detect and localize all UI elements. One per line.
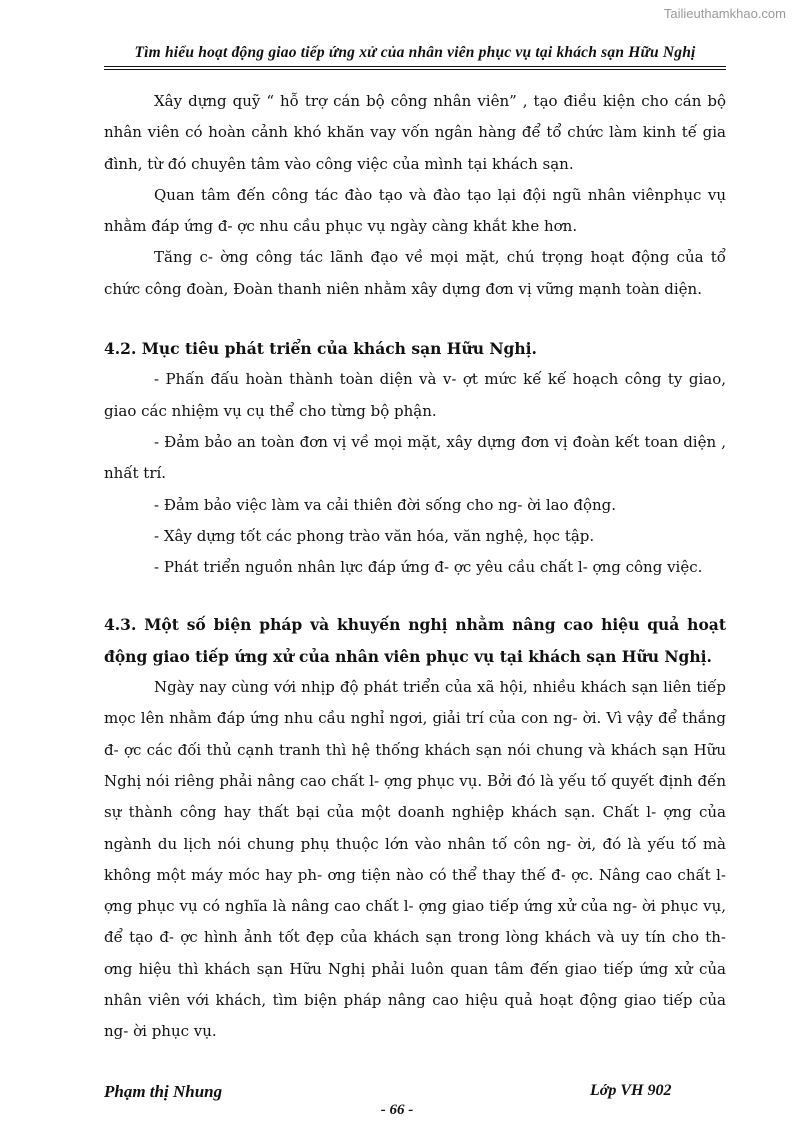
header-divider: [104, 66, 726, 67]
document-body: [104, 86, 726, 1048]
page-number: - 66 -: [380, 1102, 414, 1118]
list-item: - Đảm bảo việc làm va cải thiên đời sống cho ng- ời lao động.: [154, 495, 617, 514]
header-divider-thin: [104, 69, 726, 70]
section-heading-4-3: 4.3. Một số biện pháp và khuyến nghị nhằm nâng cao hiệu quả hoạt động giao tiếp ứng xử của nhân viên phục vụ tại khách sạn Hữu Nghị.: [104, 615, 726, 666]
list-item: - Phấn đấu hoàn thành toàn diện và v- ợt mức kế kế hoạch công ty giao, giao các nhiệm vụ cụ thể cho từng bộ phận.: [104, 370, 726, 420]
watermark-text: Tailieuthamkhao.com: [663, 6, 786, 21]
body-paragraph: Quan tâm đến công tác đào tạo và đào tạo lại đội ngũ nhân viênphục vụ nhằm đáp ứng đ- ợc nhu cầu phục vụ ngày càng khắt khe hơn.: [104, 185, 726, 236]
spacer: [104, 583, 726, 609]
page-header-title: Tìm hiểu hoạt động giao tiếp ứng xử của nhân viên phục vụ tại khách sạn Hữu Nghị: [134, 44, 696, 61]
body-paragraph: Ngày nay cùng với nhịp độ phát triển của xã hội, nhiều khách sạn liên tiếp mọc lên nhằm đáp ứng nhu cầu nghỉ ngơi, giải trí của con ng- ời. Vì vậy để thắng đ- ợc các đối thủ cạnh tranh thì hệ thống khách sạn nói chung và khách sạn Hữu Nghị nói riêng phải nâng cao chất l- ợng phục vụ. Bởi đó là yếu tố quyết định đến sự thành công hay thất bại của một doanh nghiệp khách sạn. Chất l- ợng của ngành du lịch nói chung phụ thuộc lớn vào nhân tố côn ng- ời, đó là yếu tố mà không một máy móc hay ph- ơng tiện nào có thể thay thế đ- ợc. Nâng cao chất l- ợng phục vụ có nghĩa là nâng cao chất l- ợng giao tiếp ứng xử của ng- ời phục vụ, để tạo đ- ợc hình ảnh tốt đẹp của khách sạn trong lòng khách và uy tín cho th- ơng hiệu thì khách sạn Hữu Nghị phải luôn quan tâm đến giao tiếp ứng xử của nhân viên với khách, tìm biện pháp nâng cao hiệu quả hoạt động giao tiếp của ng- ời phục vụ.: [104, 678, 726, 1041]
body-paragraph: Xây dựng quỹ “ hỗ trợ cán bộ công nhân viên” , tạo điều kiện cho cán bộ nhân viên có hoàn cảnh khó khăn vay vốn ngân hàng để tổ chức làm kinh tế gia đình, từ đó chuyên tâm vào công việc của mình tại khách sạn.: [104, 92, 726, 173]
section-heading-4-2: 4.2. Mục tiêu phát triển của khách sạn Hữu Nghị.: [104, 339, 537, 359]
body-paragraph: Tăng c- ờng công tác lãnh đạo về mọi mặt, chú trọng hoạt động của tổ chức công đoàn, Đoàn thanh niên nhằm xây dựng đơn vị vững mạnh toàn diện.: [104, 248, 726, 298]
list-item: - Phát triển nguồn nhân lực đáp ứng đ- ợc yêu cầu chất l- ợng công việc.: [154, 558, 703, 577]
list-item: - Đảm bảo an toàn đơn vị về mọi mặt, xây dựng đơn vị đoàn kết toan diện , nhất trí.: [104, 432, 726, 483]
footer-class: Lớp VH 902: [590, 1082, 672, 1099]
list-item: - Xây dựng tốt các phong trào văn hóa, văn nghệ, học tập.: [154, 526, 595, 545]
footer-author: Phạm thị Nhung: [104, 1082, 223, 1101]
spacer: [104, 305, 726, 333]
